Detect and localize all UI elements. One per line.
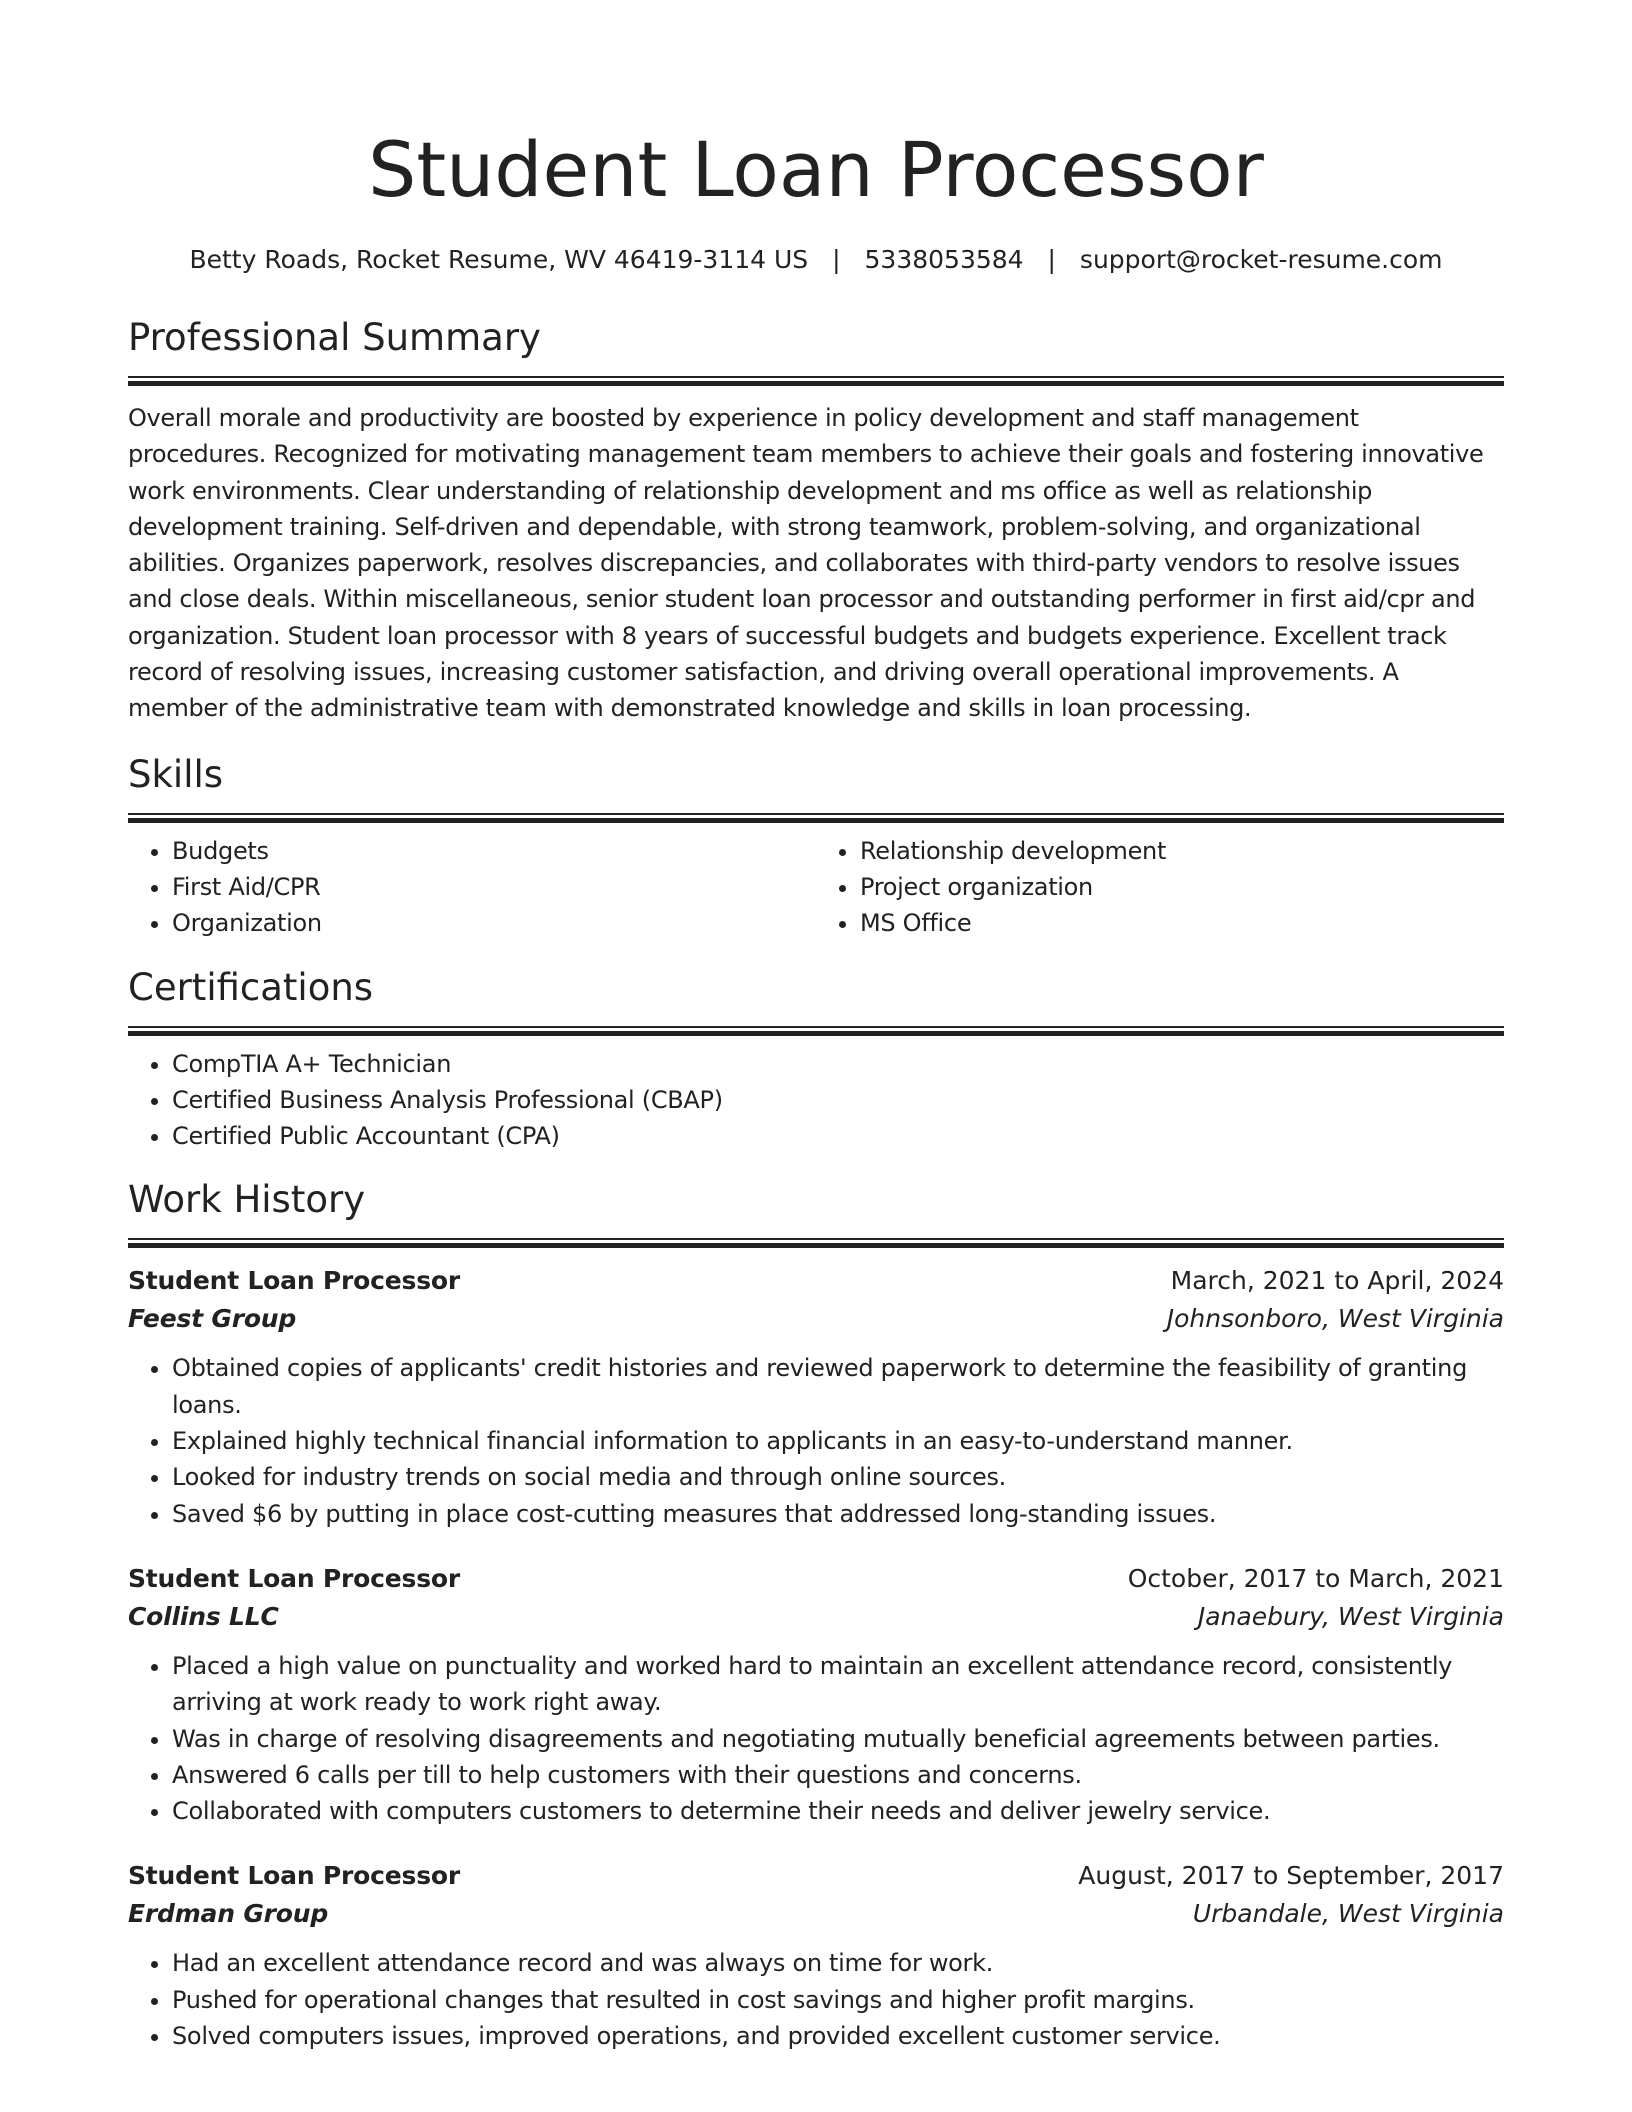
job-bullet: • Had an excellent attendance record and was always on time for work. xyxy=(172,1945,1504,1981)
job-bullet: • Solved computers issues, improved operations, and provided excellent customer service. xyxy=(172,2018,1504,2054)
certification-item: • Certified Business Analysis Professional (CBAP) xyxy=(172,1082,1504,1118)
job-dates: August, 2017 to September, 2017 xyxy=(1078,1861,1504,1891)
job-entry xyxy=(128,1262,1504,1531)
resume-title: Student Loan Processor xyxy=(368,125,1264,214)
skill-item: • Budgets xyxy=(172,833,816,869)
job-bullets xyxy=(128,1350,1504,1531)
job-bullet: • Obtained copies of applicants' credit histories and reviewed paperwork to determine the feasibility of granting loans. xyxy=(172,1350,1504,1423)
contact-phone: 5338053584 xyxy=(864,245,1024,274)
job-location: Janaebury, West Virginia xyxy=(1197,1601,1504,1631)
section-divider xyxy=(128,1238,1504,1248)
job-dates: October, 2017 to March, 2021 xyxy=(1127,1563,1504,1593)
skills-list xyxy=(128,833,1504,942)
contact-separator: | xyxy=(1047,245,1056,274)
job-dates: March, 2021 to April, 2024 xyxy=(1170,1266,1504,1296)
job-title: Student Loan Processor xyxy=(128,1563,461,1593)
job-bullet: • Collaborated with computers customers to determine their needs and deliver jewelry service. xyxy=(172,1793,1504,1829)
skill-item: • Relationship development xyxy=(860,833,1504,869)
section-heading-certifications: Certifications xyxy=(128,965,374,1009)
skill-item: • MS Office xyxy=(860,905,1504,941)
job-bullet: • Saved $6 by putting in place cost-cutting measures that addressed long-standing issues. xyxy=(172,1496,1504,1532)
contact-address: Betty Roads, Rocket Resume, WV 46419-3114 US xyxy=(189,245,809,274)
job-subheader-row xyxy=(128,1300,1504,1338)
job-subheader-row xyxy=(128,1895,1504,1933)
skill-item: • First Aid/CPR xyxy=(172,869,816,905)
skill-item: • Project organization xyxy=(860,869,1504,905)
skill-item: • Organization xyxy=(172,905,816,941)
job-location: Johnsonboro, West Virginia xyxy=(1166,1304,1504,1334)
job-entry xyxy=(128,1560,1504,1829)
job-bullet: • Looked for industry trends on social media and through online sources. xyxy=(172,1459,1504,1495)
contact-separator: | xyxy=(832,245,841,274)
section-heading-skills: Skills xyxy=(128,752,224,796)
job-header-row xyxy=(128,1262,1504,1300)
job-bullet: • Answered 6 calls per till to help customers with their questions and concerns. xyxy=(172,1757,1504,1793)
job-bullet: • Explained highly technical financial information to applicants in an easy-to-understand manner. xyxy=(172,1423,1504,1459)
job-company: Erdman Group xyxy=(128,1899,329,1929)
section-divider xyxy=(128,813,1504,823)
job-title: Student Loan Processor xyxy=(128,1266,461,1296)
certification-item: • Certified Public Accountant (CPA) xyxy=(172,1118,1504,1154)
job-subheader-row xyxy=(128,1598,1504,1636)
job-bullets xyxy=(128,1945,1504,2054)
section-heading-summary: Professional Summary xyxy=(128,316,541,359)
job-bullet: • Was in charge of resolving disagreements and negotiating mutually beneficial agreements between parties. xyxy=(172,1721,1504,1757)
job-bullet: • Pushed for operational changes that resulted in cost savings and higher profit margins. xyxy=(172,1982,1504,2018)
section-divider xyxy=(128,376,1504,386)
job-location: Urbandale, West Virginia xyxy=(1192,1899,1504,1929)
job-bullet: • Placed a high value on punctuality and worked hard to maintain an excellent attendance record, consistently arriving at work ready to work right away. xyxy=(172,1648,1504,1721)
job-title: Student Loan Processor xyxy=(128,1861,461,1891)
section-divider xyxy=(128,1026,1504,1036)
section-heading-work-history: Work History xyxy=(128,1178,366,1222)
contact-line xyxy=(128,242,1504,278)
job-header-row xyxy=(128,1560,1504,1598)
job-company: Collins LLC xyxy=(128,1601,279,1631)
job-bullets xyxy=(128,1648,1504,1829)
summary-text: Overall morale and productivity are boosted by experience in policy development and staff management procedures. Recognized for motivating management team members to achieve their goals and fostering innovative work environments. Clear understanding of relationship development and ms office as well as relationship development training. Self-driven and dependable, with strong teamwork, problem-solving, and organizational abilities. Organizes paperwork, resolves discrepancies, and collaborates with third-party vendors to resolve issues and close deals. Within miscellaneous, senior student loan processor and outstanding performer in first aid/cpr and organization. Student loan processor with 8 years of successful budgets and budgets experience. Excellent track record of resolving issues, increasing customer satisfaction, and driving overall operational improvements. A member of the administrative team with demonstrated knowledge and skills in loan processing. xyxy=(128,404,1484,723)
skills-column-right xyxy=(816,833,1504,942)
job-entry xyxy=(128,1857,1504,2054)
job-header-row xyxy=(128,1857,1504,1895)
job-company: Feest Group xyxy=(128,1304,297,1334)
certifications-list xyxy=(128,1046,1504,1155)
contact-email[interactable]: support@rocket-resume.com xyxy=(1079,245,1443,274)
skills-column-left xyxy=(128,833,816,942)
certification-item: • CompTIA A+ Technician xyxy=(172,1046,1504,1082)
